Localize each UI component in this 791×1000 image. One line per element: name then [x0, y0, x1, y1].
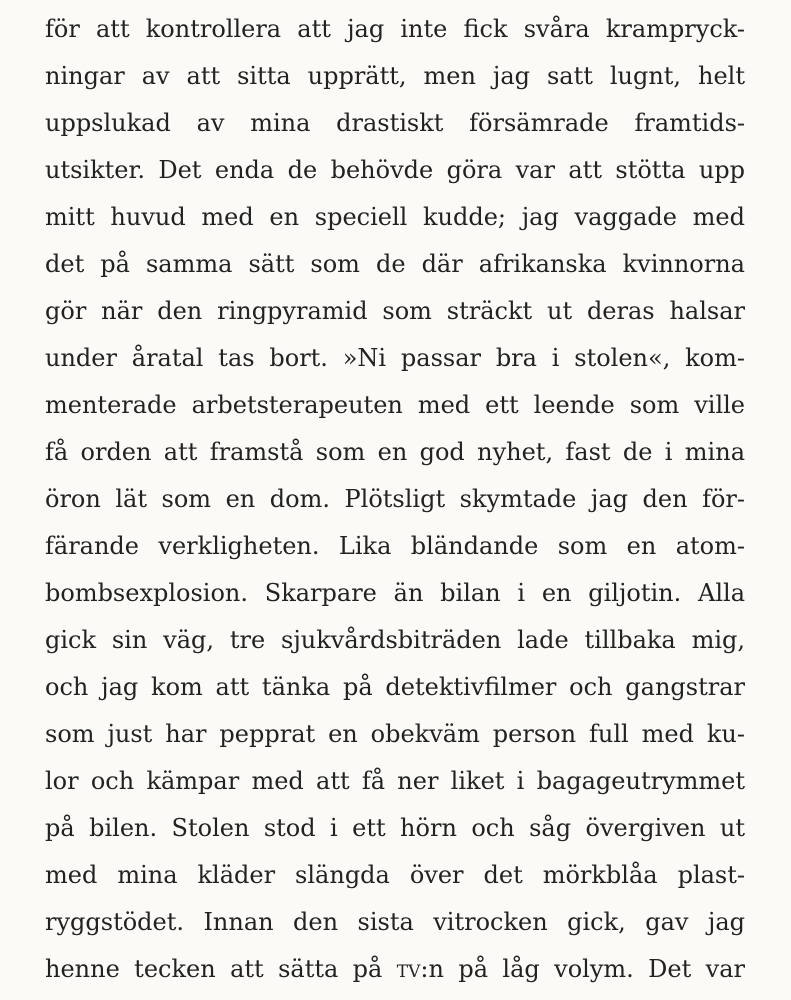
text-line: utsikter. Det enda de behövde göra var att stötta upp: [45, 156, 745, 184]
text-line: det på samma sätt som de där afrikanska kvinnorna: [45, 250, 745, 278]
text-line: med mina kläder slängda över det mörkblåa plast-: [45, 861, 745, 889]
text-line: ryggstödet. Innan den sista vitrocken gick, gav jag: [45, 908, 745, 936]
text-line: för att kontrollera att jag inte fick svåra krampryck-: [45, 15, 745, 43]
text-fragment: :n på låg volym. Det var: [420, 955, 745, 983]
text-line: färande verkligheten. Lika bländande som en atom-: [45, 532, 745, 560]
text-line: öron lät som en dom. Plötsligt skymtade jag den för-: [45, 485, 745, 513]
text-line: uppslukad av mina drastiskt försämrade framtids-: [45, 109, 745, 137]
text-line: bombsexplosion. Skarpare än bilan i en giljotin. Alla: [45, 579, 745, 607]
text-line: mitt huvud med en speciell kudde; jag vaggade med: [45, 203, 745, 231]
text-line: som just har pepprat en obekväm person full med ku-: [45, 720, 745, 748]
body-text: [45, 6, 745, 993]
text-line-last: [45, 946, 745, 993]
text-line: på bilen. Stolen stod i ett hörn och såg övergiven ut: [45, 814, 745, 842]
text-fragment: henne tecken att sätta på: [45, 955, 397, 983]
smallcaps-abbreviation: tv: [396, 955, 421, 983]
text-line: under åratal tas bort. »Ni passar bra i stolen«, kom-: [45, 344, 745, 372]
text-line: menterade arbetsterapeuten med ett leende som ville: [45, 391, 745, 419]
text-line: och jag kom att tänka på detektivfilmer och gangstrar: [45, 673, 745, 701]
text-line: lor och kämpar med att få ner liket i bagageutrymmet: [45, 767, 745, 795]
text-line: få orden att framstå som en god nyhet, fast de i mina: [45, 438, 745, 466]
text-line: gick sin väg, tre sjukvårdsbiträden lade tillbaka mig,: [45, 626, 745, 654]
text-line: gör när den ringpyramid som sträckt ut deras halsar: [45, 297, 745, 325]
text-line: ningar av att sitta upprätt, men jag satt lugnt, helt: [45, 62, 745, 90]
